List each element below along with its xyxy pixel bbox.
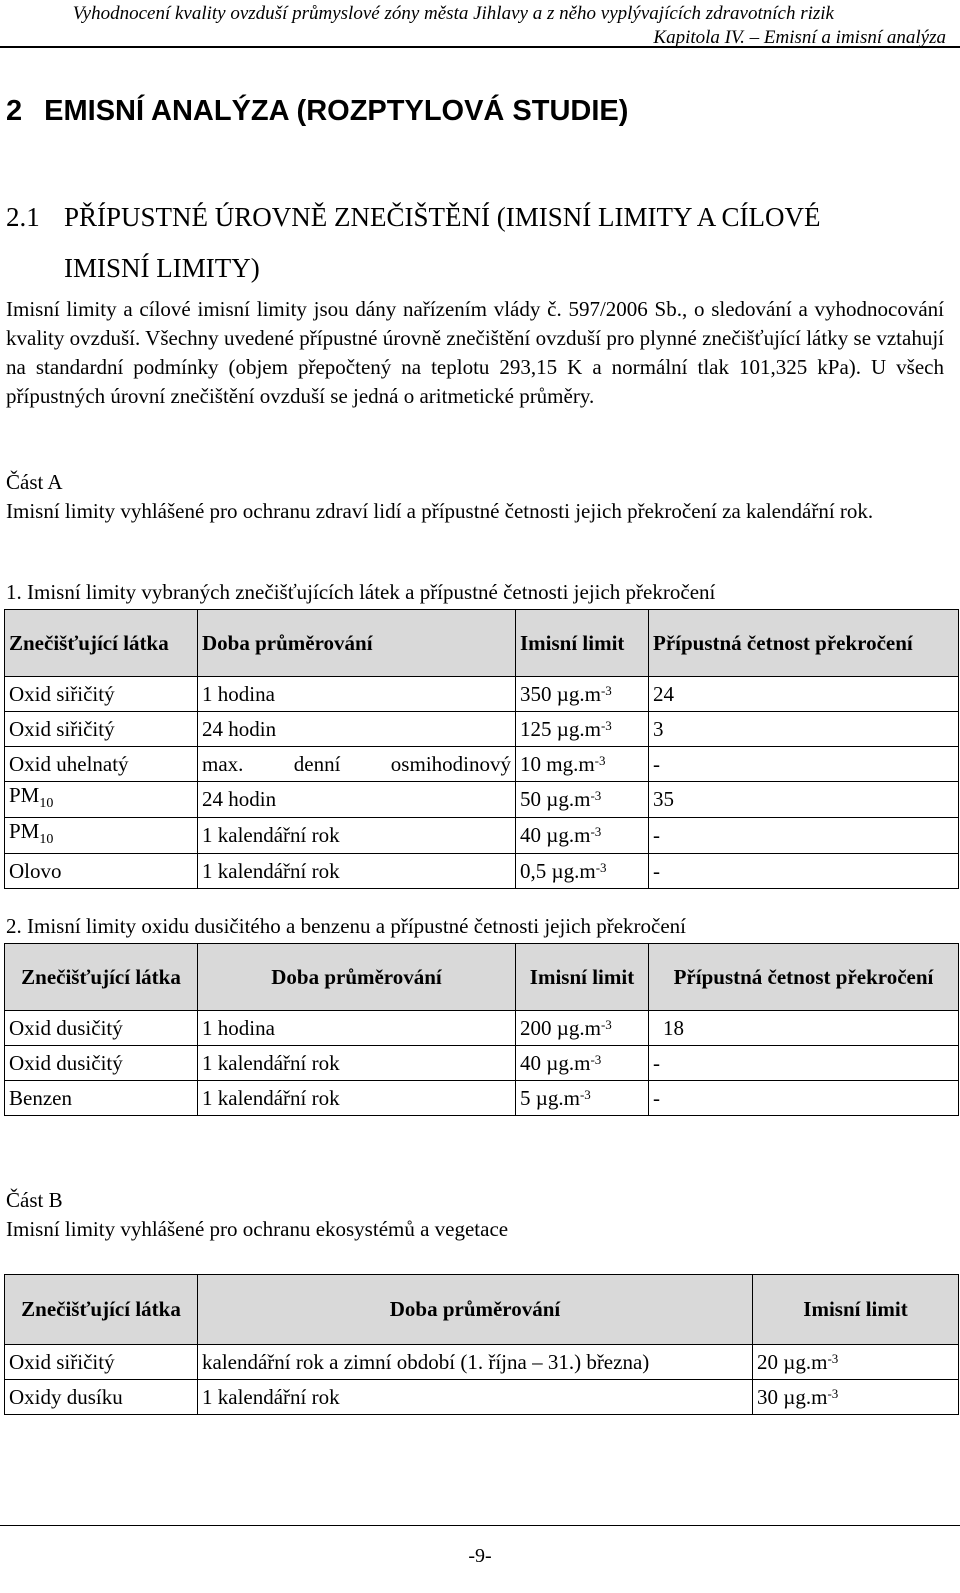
- cell-limit: [753, 1345, 959, 1380]
- section-heading: [6, 95, 628, 128]
- table-row: [5, 1046, 959, 1081]
- subsection-heading: [6, 192, 946, 294]
- col-header-limit: Imisní limit: [753, 1275, 959, 1345]
- cell-substance: [5, 818, 198, 854]
- table-health-limits: [4, 609, 959, 889]
- table-row: [5, 677, 959, 712]
- table-header-row: [5, 944, 959, 1011]
- table-row: [5, 1011, 959, 1046]
- cell-substance: Oxid dusičitý: [5, 1046, 198, 1081]
- limit-value: 5 µg.m: [520, 1085, 580, 1110]
- cell-limit: [516, 854, 649, 889]
- col-header-averaging: Doba průměrování: [198, 1275, 753, 1345]
- col-header-exceedance-text: Přípustná četnost překročení: [653, 630, 913, 655]
- limit-value: 10 mg.m: [520, 751, 595, 776]
- subscript: 10: [39, 832, 54, 848]
- table-header-row: [5, 1275, 959, 1345]
- table2-caption: 2. Imisní limity oxidu dusičitého a benzenu a přípustné četnosti jejich překročení: [6, 914, 686, 938]
- part-b-description: Imisní limity vyhlášené pro ochranu ekosystémů a vegetace: [6, 1217, 509, 1241]
- cell-substance: [5, 782, 198, 818]
- cell-substance: Oxid siřičitý: [5, 677, 198, 712]
- cell-averaging: kalendářní rok a zimní období (1. října – 31.) března): [198, 1345, 753, 1380]
- cell-exceedance: 18: [649, 1011, 959, 1046]
- table-row: [5, 1081, 959, 1116]
- subsection-title-line1: PŘÍPUSTNÉ ÚROVNĚ ZNEČIŠTĚNÍ (IMISNÍ LIMITY A CÍLOVÉ: [64, 202, 821, 232]
- intro-paragraph: Imisní limity a cílové imisní limity jsou dány nařízením vlády č. 597/2006 Sb., o sledování a vyhodnocování kvality ovzduší. Všechny uvedené přípustné úrovně znečištění ovzduší pro plynné znečišťující látky se vztahují na standardní podmínky (objem přepočtený na teplotu 293,15 K a normální tlak 101,325 kPa). U všech přípustných úrovní znečištění ovzduší se jedná o aritmetické průměry.: [6, 297, 944, 408]
- section-title: EMISNÍ ANALÝZA (ROZPTYLOVÁ STUDIE): [44, 95, 629, 127]
- cell-substance: Olovo: [5, 854, 198, 889]
- col-header-limit: Imisní limit: [516, 610, 649, 677]
- limit-value: 200 µg.m: [520, 1015, 601, 1040]
- table-header-row: [5, 610, 959, 677]
- cell-limit: [516, 1081, 649, 1116]
- section-number: 2: [6, 95, 23, 127]
- cell-averaging: 24 hodin: [198, 712, 516, 747]
- cell-limit: [516, 782, 649, 818]
- unit-exponent: -3: [600, 717, 612, 733]
- cell-averaging: 1 hodina: [198, 677, 516, 712]
- cell-limit: [516, 712, 649, 747]
- substance-name: PM: [9, 783, 40, 807]
- table-row: [5, 747, 959, 782]
- col-header-averaging: Doba průměrování: [198, 610, 516, 677]
- substance-name: PM: [9, 819, 40, 844]
- subsection-title-line2: IMISNÍ LIMITY): [64, 253, 260, 283]
- unit-exponent: -3: [590, 1051, 602, 1067]
- table-row: [5, 818, 959, 854]
- limit-value: 40 µg.m: [520, 1050, 591, 1075]
- unit-exponent: -3: [590, 788, 602, 804]
- table-row: [5, 782, 959, 818]
- cell-averaging: 1 kalendářní rok: [198, 1046, 516, 1081]
- part-a-description: Imisní limity vyhlášené pro ochranu zdraví lidí a přípustné četnosti jejich překročení za kalendářní rok.: [6, 499, 874, 523]
- table-ecosystem-limits: [4, 1274, 959, 1415]
- cell-limit: [516, 1011, 649, 1046]
- unit-exponent: -3: [590, 824, 602, 840]
- table1-caption: 1. Imisní limity vybraných znečišťujících látek a přípustné četnosti jejich překročení: [6, 580, 716, 604]
- table-row: [5, 712, 959, 747]
- cell-substance: Oxidy dusíku: [5, 1380, 198, 1415]
- cell-exceedance: 3: [649, 712, 959, 747]
- col-header-substance: Znečišťující látka: [5, 944, 198, 1011]
- part-a-title: Část A: [6, 470, 63, 494]
- cell-substance: Oxid uhelnatý: [5, 747, 198, 782]
- cell-averaging: 24 hodin: [198, 782, 516, 818]
- cell-substance: Oxid siřičitý: [5, 1345, 198, 1380]
- table-row: [5, 1380, 959, 1415]
- header-divider: [0, 46, 960, 48]
- col-header-exceedance: Přípustná četnost překročení: [649, 944, 959, 1011]
- limit-value: 40 µg.m: [520, 823, 591, 848]
- subscript: 10: [39, 796, 54, 812]
- part-b-title: Část B: [6, 1188, 63, 1212]
- col-header-limit: Imisní limit: [516, 944, 649, 1011]
- cell-limit: [516, 677, 649, 712]
- cell-averaging: max. denní osmihodinový: [198, 747, 516, 782]
- cell-limit: [516, 818, 649, 854]
- unit-exponent: -3: [827, 1350, 839, 1366]
- limit-value: 20 µg.m: [757, 1349, 828, 1374]
- unit-exponent: -3: [827, 1385, 839, 1401]
- header-title: Vyhodnocení kvality ovzduší průmyslové zóny města Jihlavy a z něho vyplývajících zdravotních rizik: [72, 3, 834, 24]
- cell-exceedance: -: [649, 747, 959, 782]
- running-header: [72, 2, 946, 50]
- limit-value: 30 µg.m: [757, 1384, 828, 1409]
- cell-exceedance: 35: [649, 782, 959, 818]
- cell-exceedance: -: [649, 1081, 959, 1116]
- cell-limit: [516, 747, 649, 782]
- unit-exponent: -3: [579, 1086, 591, 1102]
- cell-averaging: 1 hodina: [198, 1011, 516, 1046]
- cell-averaging: 1 kalendářní rok: [198, 818, 516, 854]
- limit-value: 125 µg.m: [520, 716, 601, 741]
- cell-substance: Oxid siřičitý: [5, 712, 198, 747]
- header-chapter: Kapitola IV. – Emisní a imisní analýza: [653, 27, 946, 48]
- unit-exponent: -3: [595, 859, 607, 875]
- table-row: [5, 1345, 959, 1380]
- cell-limit: [516, 1046, 649, 1081]
- cell-limit: [753, 1380, 959, 1415]
- cell-exceedance: -: [649, 818, 959, 854]
- unit-exponent: -3: [600, 682, 612, 698]
- limit-value: 0,5 µg.m: [520, 858, 596, 883]
- unit-exponent: -3: [600, 1016, 612, 1032]
- limit-value: 50 µg.m: [520, 787, 591, 812]
- cell-exceedance: -: [649, 1046, 959, 1081]
- page-number: -9-: [468, 1545, 492, 1567]
- cell-substance: Benzen: [5, 1081, 198, 1116]
- limit-value: 350 µg.m: [520, 681, 601, 706]
- cell-substance: Oxid dusičitý: [5, 1011, 198, 1046]
- col-header-averaging: Doba průměrování: [198, 944, 516, 1011]
- cell-averaging: 1 kalendářní rok: [198, 1380, 753, 1415]
- table-no2-benzene-limits: [4, 943, 959, 1116]
- cell-averaging: 1 kalendářní rok: [198, 1081, 516, 1116]
- cell-averaging: 1 kalendářní rok: [198, 854, 516, 889]
- col-header-substance: Znečišťující látka: [5, 610, 198, 677]
- table-row: [5, 854, 959, 889]
- cell-exceedance: 24: [649, 677, 959, 712]
- col-header-exceedance: [649, 610, 959, 677]
- unit-exponent: -3: [594, 752, 606, 768]
- col-header-substance: Znečišťující látka: [5, 1275, 198, 1345]
- cell-exceedance: -: [649, 854, 959, 889]
- subsection-number: 2.1: [6, 202, 40, 232]
- footer-divider: [0, 1525, 960, 1526]
